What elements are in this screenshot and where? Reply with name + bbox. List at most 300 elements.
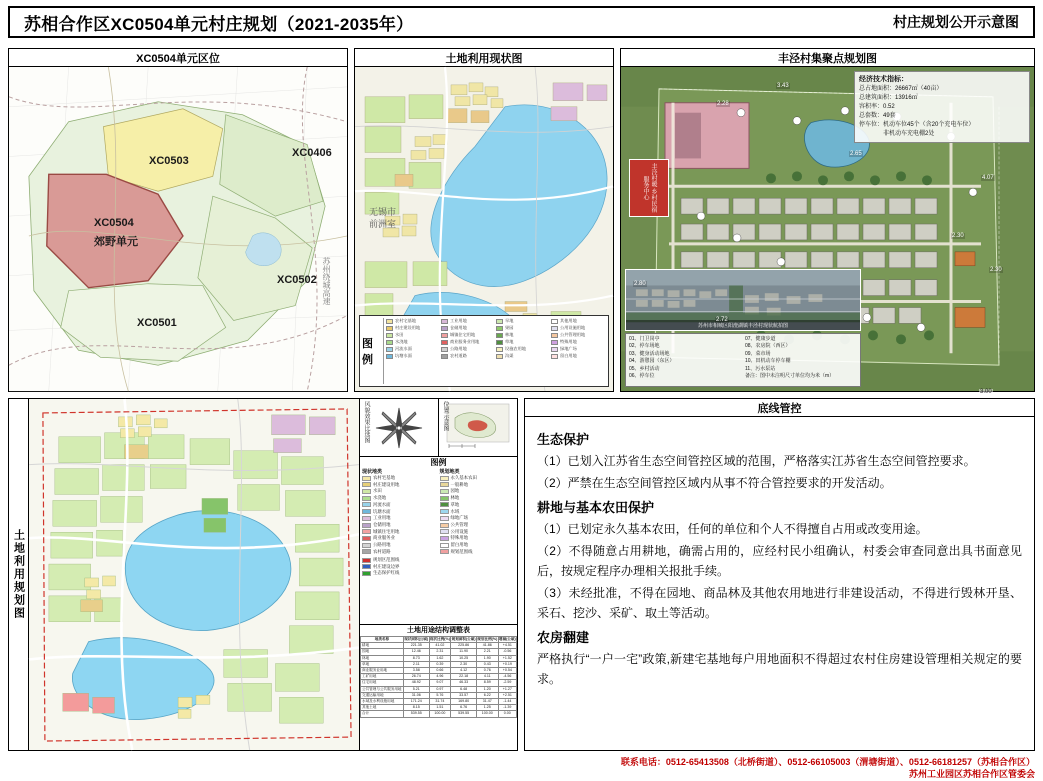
plan-legend-item bbox=[362, 535, 438, 541]
table-cell: 工矿用地 bbox=[361, 674, 404, 680]
table-cell: 住宅用地 bbox=[361, 680, 404, 686]
legend-item bbox=[496, 325, 551, 331]
plan-legend bbox=[360, 457, 517, 625]
legend-item bbox=[551, 353, 606, 359]
table-cell: 12.46 bbox=[403, 649, 429, 655]
table-cell: -1.44 bbox=[498, 699, 516, 705]
table-cell: 6.76 bbox=[451, 705, 477, 711]
legend-item bbox=[551, 332, 606, 338]
plan-legend-item bbox=[440, 488, 516, 494]
location-map-graphic bbox=[9, 67, 347, 391]
legend-swatch bbox=[551, 354, 558, 359]
panel-bottomline-control bbox=[524, 398, 1035, 751]
table-header-cell: 地类名称 bbox=[361, 637, 404, 643]
legend-label: 公共管理用地 bbox=[560, 332, 586, 337]
legend-label: 农村宅基地 bbox=[395, 318, 416, 323]
panel-landuse-current bbox=[354, 48, 614, 392]
cluster-index-item: 02、停车场地 bbox=[629, 343, 660, 350]
economic-index-box bbox=[854, 71, 1030, 143]
table-cell: 100.00 bbox=[429, 711, 451, 717]
legend-item bbox=[386, 332, 441, 338]
table-cell: 5.76 bbox=[429, 692, 451, 698]
panel-landuse-current-title: 土地利用现状图 bbox=[355, 49, 613, 67]
plan-legend-label: 水浇地 bbox=[373, 495, 387, 501]
legend-label: 其他用地 bbox=[560, 318, 577, 323]
dimension-label: 4.07 bbox=[982, 175, 994, 181]
legend-label: 果园 bbox=[505, 325, 514, 330]
table-cell: +1.27 bbox=[498, 686, 516, 692]
legend-swatch bbox=[496, 340, 503, 345]
key-map-icon bbox=[445, 402, 511, 454]
table-cell: 草地 bbox=[361, 661, 404, 667]
section-heading: 生态保护 bbox=[537, 432, 590, 447]
table-header-cell: 现状比例(%) bbox=[429, 637, 450, 641]
legend-swatch bbox=[496, 354, 503, 359]
table-cell: 合计 bbox=[361, 711, 404, 717]
footer-phone-line: 联系电话：0512-65413508（北桥街道）、0512-66105003（渭塘街道）、0512-66181257（苏相合作区） bbox=[620, 757, 1035, 767]
table-cell: 31.47 bbox=[476, 699, 498, 705]
legend-label: 坑塘水面 bbox=[395, 353, 412, 358]
table-cell: 0.43 bbox=[476, 661, 498, 667]
plan-legend-head-planned: 规划地类 bbox=[439, 469, 460, 475]
economic-index-line: 非机动车充电棚2处 bbox=[859, 131, 935, 137]
legend-item bbox=[441, 339, 496, 345]
plan-legend-left-column bbox=[362, 475, 438, 555]
plan-legend-item bbox=[440, 549, 516, 555]
cluster-index-item: 06、停车位 bbox=[629, 373, 655, 380]
table-cell: 221.35 bbox=[403, 643, 429, 649]
plan-legend-swatch bbox=[362, 476, 371, 481]
legend-swatch bbox=[551, 347, 558, 352]
dimension-label: 2.30 bbox=[990, 267, 1002, 273]
plan-legend-swatch bbox=[362, 571, 371, 576]
plan-legend-label: 留白用地 bbox=[450, 542, 469, 548]
panel-cluster-plan-title: 丰泾村集聚点规划图 bbox=[621, 49, 1034, 67]
table-cell: 31.74 bbox=[429, 699, 451, 705]
plan-legend-label: 坑塘水面 bbox=[373, 508, 391, 514]
legend-swatch bbox=[441, 354, 448, 359]
legend-swatch bbox=[496, 347, 503, 352]
cluster-index-left bbox=[629, 336, 741, 384]
section-paragraph: （2）严禁在生态空间管控区域内从事不符合管控要求的开发活动。 bbox=[537, 476, 892, 490]
legend-swatch bbox=[441, 319, 448, 324]
legend-label: 水浇地 bbox=[395, 339, 408, 344]
legend-label: 设施农用地 bbox=[505, 346, 526, 351]
dimension-label: 2.28 bbox=[717, 101, 729, 107]
landuse-plan-sidebar bbox=[359, 399, 517, 750]
plan-legend-label: 村庄建设用地 bbox=[373, 481, 400, 487]
plan-legend-item bbox=[362, 542, 438, 548]
page-title: 苏相合作区XC0504单元村庄规划（2021-2035年） bbox=[24, 14, 414, 34]
legend-item bbox=[386, 353, 441, 359]
table-cell: +0.54 bbox=[498, 668, 516, 674]
table-cell: -2.59 bbox=[498, 680, 516, 686]
plan-legend-item bbox=[362, 522, 438, 528]
plan-legend-item bbox=[362, 549, 438, 555]
plan-legend-swatch bbox=[440, 509, 449, 514]
page-subtitle: 村庄规划公开示意图 bbox=[893, 14, 1019, 30]
legend-swatch bbox=[441, 347, 448, 352]
dimension-label: 3.00 bbox=[980, 389, 992, 395]
table-cell: 41.02 bbox=[429, 643, 451, 649]
legend-swatch bbox=[441, 340, 448, 345]
legend-item bbox=[441, 346, 496, 352]
label-xc0504-sub: 郊野单元 bbox=[94, 236, 138, 248]
table-cell: 8.73 bbox=[403, 655, 429, 661]
page-footer bbox=[524, 756, 1035, 780]
legend-swatch bbox=[496, 319, 503, 324]
plan-legend-swatch bbox=[440, 543, 449, 548]
plan-legend-item bbox=[440, 535, 516, 541]
cluster-index-item: 05、乡村活动 bbox=[629, 365, 660, 372]
legend-label: 沟渠 bbox=[505, 353, 514, 358]
plan-legend-label: 农村宅基地 bbox=[373, 475, 395, 480]
plan-legend-swatch bbox=[440, 549, 449, 554]
plan-legend-label: 生态保护红线 bbox=[373, 570, 400, 576]
section-paragraph: （1）已划入江苏省生态空间管控区域的范围，严格落实江苏省生态空间管控要求。 bbox=[537, 454, 976, 468]
table-cell: 4.12 bbox=[451, 668, 477, 674]
legend-swatch bbox=[551, 319, 558, 324]
legend-label: 村庄建设用地 bbox=[395, 325, 421, 330]
legend-swatch bbox=[386, 333, 393, 338]
plan-legend-swatch bbox=[362, 529, 371, 534]
legend-item bbox=[496, 339, 551, 345]
plan-legend-item bbox=[362, 502, 438, 508]
legend-label: 公路用地 bbox=[450, 346, 467, 351]
table-cell: 6.22 bbox=[476, 692, 498, 698]
section-heading: 农房翻建 bbox=[537, 630, 590, 645]
cluster-index-item: 10、田机动车停车棚 bbox=[745, 358, 791, 365]
legend-item bbox=[386, 339, 441, 345]
cluster-index-item: 09、菜市场 bbox=[745, 350, 771, 357]
plan-legend-label: 林地 bbox=[450, 495, 460, 501]
plan-legend-item bbox=[362, 495, 438, 501]
cluster-index-item: 07、健康步道 bbox=[745, 336, 776, 342]
table-cell: 8.15 bbox=[403, 705, 429, 711]
plan-legend-label: 草地 bbox=[450, 501, 460, 507]
plan-legend-item bbox=[362, 529, 438, 535]
plan-legend-swatch bbox=[362, 482, 371, 487]
legend-swatch bbox=[551, 333, 558, 338]
landuse-legend bbox=[359, 315, 609, 387]
legend-swatch bbox=[551, 326, 558, 331]
plan-legend-label: 特殊用地 bbox=[450, 535, 469, 541]
legend-label: 水田 bbox=[395, 332, 404, 337]
plan-legend-label: 城镇住宅用地 bbox=[373, 528, 400, 534]
plan-legend-right-column bbox=[440, 475, 516, 555]
label-xc0502: XC0502 bbox=[277, 274, 317, 286]
plan-legend-label: 仓储用地 bbox=[373, 521, 391, 527]
economic-index-line: 总建筑面积：13916㎡ bbox=[859, 95, 918, 101]
legend-swatch bbox=[386, 354, 393, 359]
table-cell: 1.51 bbox=[429, 705, 451, 711]
legend-label: 农村道路 bbox=[450, 353, 467, 358]
plan-legend-swatch bbox=[440, 489, 449, 494]
table-cell: 33.57 bbox=[451, 692, 477, 698]
plan-legend-label: 水域 bbox=[450, 508, 460, 514]
plan-legend-swatch bbox=[362, 549, 371, 554]
legend-item bbox=[496, 318, 551, 324]
table-cell: 0.97 bbox=[429, 686, 451, 692]
plan-legend-item bbox=[440, 515, 516, 521]
legend-label: 仓储用地 bbox=[450, 325, 467, 330]
plan-legend-label: 永久基本农田 bbox=[450, 475, 477, 480]
legend-item bbox=[386, 325, 441, 331]
legend-label: 商业服务业用地 bbox=[450, 339, 480, 344]
plan-legend-item bbox=[440, 482, 516, 488]
panel-unit-location-body bbox=[9, 67, 347, 391]
plan-legend-label: 农村道路 bbox=[373, 548, 391, 554]
plan-legend-item bbox=[440, 529, 516, 535]
table-cell: 100.00 bbox=[476, 711, 498, 717]
plan-legend-item bbox=[362, 564, 515, 570]
table-cell: 水域及水利设施用地 bbox=[361, 699, 404, 705]
legend-label: 绿地广场 bbox=[560, 346, 577, 351]
legend-column bbox=[496, 318, 551, 384]
plan-legend-item bbox=[362, 557, 515, 563]
table-cell: 2.11 bbox=[403, 661, 429, 667]
table-cell: 4.96 bbox=[429, 674, 451, 680]
mini-panel-location-key bbox=[439, 399, 517, 456]
table-cell: 225.86 bbox=[451, 643, 477, 649]
plan-legend-item bbox=[440, 502, 516, 508]
table-cell: -0.56 bbox=[498, 649, 516, 655]
legend-item bbox=[386, 318, 441, 324]
plan-legend-grid bbox=[362, 475, 515, 555]
legend-swatch bbox=[551, 340, 558, 345]
cluster-index-item: 01、门卫岗亭 bbox=[629, 336, 660, 342]
legend-item bbox=[496, 353, 551, 359]
plan-legend-item bbox=[362, 482, 438, 488]
plan-legend-item bbox=[440, 509, 516, 515]
plan-legend-item bbox=[440, 475, 516, 481]
label-city: 无锡市 bbox=[369, 207, 397, 217]
table-cell: 2.21 bbox=[476, 649, 498, 655]
legend-item bbox=[386, 346, 441, 352]
section-heading: 耕地与基本农田保护 bbox=[537, 500, 655, 515]
table-cell: 11.90 bbox=[451, 649, 477, 655]
plan-legend-label: 公用设施 bbox=[450, 528, 469, 534]
legend-column bbox=[386, 318, 441, 384]
legend-swatch bbox=[441, 326, 448, 331]
plan-legend-head bbox=[362, 468, 515, 475]
legend-item bbox=[551, 325, 606, 331]
plan-legend-label: 商业服务业 bbox=[373, 535, 395, 541]
cluster-index-item: 备注：图中未注明尺寸单位均为米（m） bbox=[745, 373, 835, 380]
economic-index-line: 总套数：49套 bbox=[859, 113, 896, 119]
section-paragraph: 严格执行“一户一宅”政策,新建宅基地每户用地面积不得超过农村住房建设管理相关规定的要求。 bbox=[537, 652, 1022, 686]
table-cell: 4.11 bbox=[476, 674, 498, 680]
bottomline-control-content bbox=[525, 417, 1034, 750]
section-paragraph: （2）不得随意占用耕地，确需占用的，应经村民小组确认，村委会审查同意出具书面意见后，按规定程序办理相关报批手续。 bbox=[537, 544, 1022, 578]
plan-legend-item bbox=[362, 488, 438, 494]
legend-swatch bbox=[496, 333, 503, 338]
plan-legend-label: 村庄建设边界 bbox=[373, 563, 400, 569]
label-xc0501: XC0501 bbox=[137, 317, 177, 329]
compass-rose-icon bbox=[364, 402, 434, 454]
panel-landuse-plan-title: 土地利用规划图 bbox=[9, 399, 29, 750]
table-cell: +0.19 bbox=[498, 661, 516, 667]
plan-legend-swatch bbox=[362, 564, 371, 569]
plan-legend-item bbox=[440, 542, 516, 548]
table-cell: 0.39 bbox=[429, 661, 451, 667]
table-cell: 0.76 bbox=[476, 668, 498, 674]
table-header-cell: 现状面积(公顷) bbox=[404, 637, 429, 641]
plan-legend-item bbox=[440, 522, 516, 528]
mini-panel-location-key-label: 位置示意图 bbox=[442, 401, 448, 431]
panel-unit-location bbox=[8, 48, 348, 392]
table-cell: 26.74 bbox=[403, 674, 429, 680]
legend-swatch bbox=[386, 326, 393, 331]
plan-legend-label: 公路用地 bbox=[373, 542, 391, 548]
landuse-structure-table bbox=[360, 636, 517, 718]
cluster-index-right bbox=[745, 336, 857, 384]
legend-item bbox=[496, 346, 551, 352]
cluster-index-item: 04、游憩园（东区） bbox=[629, 358, 675, 365]
table-cell: 6.48 bbox=[451, 686, 477, 692]
label-road-vertical: 苏州绕城高速 bbox=[322, 257, 331, 305]
plan-legend-swatch bbox=[362, 558, 371, 563]
legend-column bbox=[551, 318, 606, 384]
cluster-index-item: 08、农房院（西区） bbox=[745, 343, 791, 350]
table-cell: 1.90 bbox=[476, 655, 498, 661]
table-body bbox=[361, 643, 517, 717]
dimension-label: 3.43 bbox=[777, 83, 789, 89]
table-cell: 9.07 bbox=[429, 680, 451, 686]
table-cell: 46.33 bbox=[451, 680, 477, 686]
plan-legend-swatch bbox=[440, 529, 449, 534]
table-cell: 5.21 bbox=[403, 686, 429, 692]
panel-landuse-plan bbox=[8, 398, 518, 751]
legend-item bbox=[551, 318, 606, 324]
table-cell: 0.66 bbox=[429, 668, 451, 674]
plan-legend-label: 绿地广场 bbox=[450, 515, 469, 521]
dimension-label: 2.65 bbox=[850, 151, 862, 157]
economic-index-line: 停车位：机动车位45个（含20个充电车位） bbox=[859, 122, 975, 128]
table-cell: 3.58 bbox=[403, 668, 429, 674]
legend-item bbox=[551, 346, 606, 352]
page-header bbox=[8, 6, 1035, 38]
table-cell: 林地 bbox=[361, 655, 404, 661]
legend-swatch bbox=[441, 333, 448, 338]
legend-label: 林地 bbox=[505, 332, 514, 337]
legend-swatch bbox=[496, 326, 503, 331]
panel-cluster-plan-body bbox=[621, 67, 1034, 395]
legend-item bbox=[441, 353, 496, 359]
mini-panel-row bbox=[360, 399, 517, 457]
plan-legend-item bbox=[362, 515, 438, 521]
legend-label: 旱地 bbox=[505, 318, 514, 323]
dimension-label: 2.30 bbox=[952, 233, 964, 239]
cluster-red-tag-text: 丰泾村暖 乡村民宿 服务中心 bbox=[642, 163, 656, 213]
table-cell: 31.06 bbox=[403, 692, 429, 698]
economic-index-lines bbox=[859, 85, 1025, 139]
table-cell: 2.30 bbox=[451, 661, 477, 667]
table-cell: 0.00 bbox=[498, 711, 516, 717]
plan-legend-label: 工业用地 bbox=[373, 515, 391, 521]
table-cell: 41.86 bbox=[476, 643, 498, 649]
panel-unit-location-title: XC0504单元区位 bbox=[9, 49, 347, 67]
table-cell: -4.56 bbox=[498, 674, 516, 680]
table-header-cell: 规划比例(%) bbox=[477, 637, 498, 641]
landuse-plan-map bbox=[29, 399, 359, 750]
panel-landuse-current-body bbox=[355, 67, 613, 391]
landuse-legend-columns bbox=[384, 318, 606, 384]
plan-legend-label: 园地 bbox=[450, 488, 460, 494]
aerial-photo-caption: 苏州市相城区阳澄湖镇丰泾村现状航拍图 bbox=[626, 320, 860, 330]
plan-legend-title: 图例 bbox=[430, 458, 447, 467]
table-cell: 539.55 bbox=[451, 711, 477, 717]
plan-legend-swatch bbox=[362, 496, 371, 501]
table-cell: 公共管理与公共服务用地 bbox=[362, 686, 402, 691]
cluster-index-box bbox=[625, 333, 861, 387]
label-xc0406: XC0406 bbox=[292, 147, 332, 159]
table-cell: 交通运输用地 bbox=[361, 692, 404, 698]
table-cell: 2.31 bbox=[429, 649, 451, 655]
cluster-red-tag bbox=[629, 159, 669, 217]
mini-panel-style-comparison bbox=[360, 399, 439, 456]
legend-label: 公用设施用地 bbox=[560, 325, 586, 330]
plan-legend-item bbox=[440, 495, 516, 501]
legend-label: 留白用地 bbox=[560, 353, 577, 358]
legend-label: 特殊用地 bbox=[560, 339, 577, 344]
legend-label: 河流水面 bbox=[395, 346, 412, 351]
table-header-cell: 增减(公顷) bbox=[498, 637, 516, 641]
plan-legend-swatch bbox=[362, 536, 371, 541]
plan-legend-swatch bbox=[440, 502, 449, 507]
plan-table-title: 土地用途结构调整表 bbox=[407, 627, 470, 634]
plan-legend-swatch bbox=[440, 523, 449, 528]
legend-item bbox=[551, 339, 606, 345]
dimension-label: 2.80 bbox=[634, 281, 646, 287]
legend-item bbox=[441, 332, 496, 338]
table-cell: 10.25 bbox=[451, 655, 477, 661]
legend-swatch bbox=[386, 347, 393, 352]
table-cell: 园地 bbox=[361, 649, 404, 655]
dimension-label: 2.72 bbox=[716, 317, 728, 323]
table-cell: +2.51 bbox=[498, 692, 516, 698]
plan-legend-swatch bbox=[362, 523, 371, 528]
table-cell: 1.62 bbox=[429, 655, 451, 661]
table-cell: 1.20 bbox=[476, 686, 498, 692]
plan-legend-swatch bbox=[440, 482, 449, 487]
table-cell: 耕地 bbox=[361, 643, 404, 649]
table-cell: 1.25 bbox=[476, 705, 498, 711]
table-cell: 商业服务业用地 bbox=[361, 668, 404, 674]
plan-legend-swatch bbox=[440, 476, 449, 481]
plan-legend-swatch bbox=[362, 502, 371, 507]
legend-item bbox=[441, 325, 496, 331]
label-xc0504: XC0504 bbox=[94, 217, 134, 229]
landuse-plan-graphic bbox=[29, 399, 359, 750]
mini-panel-style-comparison-label: 风貌效果比选图 bbox=[363, 401, 369, 443]
legend-label: 工业用地 bbox=[450, 318, 467, 323]
table-cell: 539.55 bbox=[403, 711, 429, 717]
plan-legend-swatch bbox=[362, 543, 371, 548]
plan-legend-item bbox=[362, 570, 515, 576]
plan-legend-label: 公共管理 bbox=[450, 521, 469, 527]
table-header-cell: 规划面积(公顷) bbox=[451, 637, 476, 641]
plan-legend-item bbox=[362, 509, 438, 515]
section-paragraph: （3）未经批准，不得在园地、商品林及其他农用地进行非建设活动，不得进行毁林开垦、采石、挖沙、采矿、取土等活动。 bbox=[537, 586, 1022, 620]
table-cell: 48.92 bbox=[403, 680, 429, 686]
legend-item bbox=[441, 318, 496, 324]
table-cell: 171.24 bbox=[403, 699, 429, 705]
plan-table-wrapper bbox=[360, 625, 517, 718]
footer-org-line: 苏州工业园区苏相合作区管委会 bbox=[908, 769, 1035, 779]
plan-legend-label: 一般耕地 bbox=[450, 481, 469, 487]
table-head-row bbox=[361, 637, 517, 643]
